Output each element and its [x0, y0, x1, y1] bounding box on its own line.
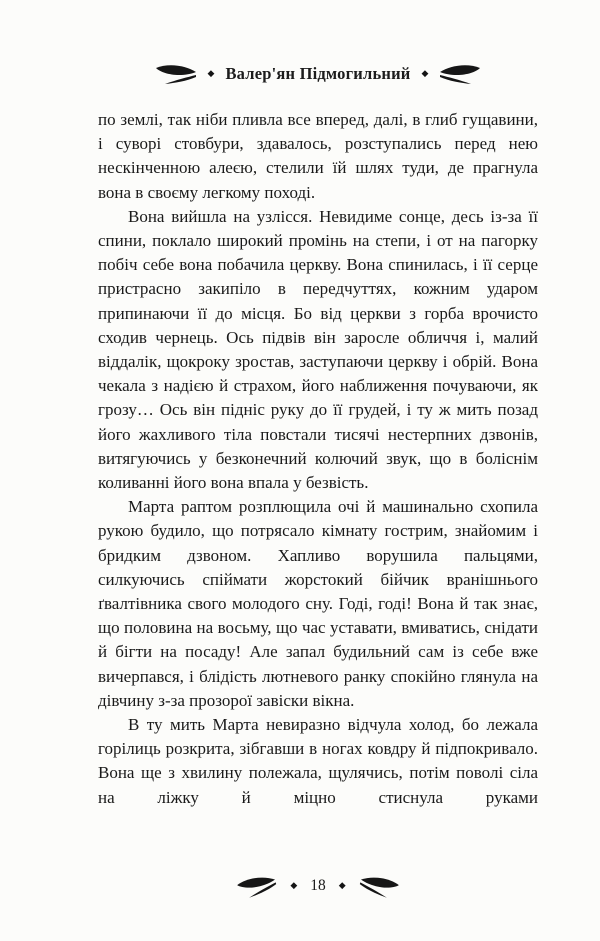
paragraph-3: Марта раптом розплющила очі й машинально схопила рукою будило, що потрясало кімнату гострим, знайомим і бридким дзвоном. Хапливо ворушила пальцями, силкуючись спіймати жорстокий бійчик вранішнього ґвалтівника свого молодого сну. Годі, годі! Вона й так знає, що половина на восьму, що час уставати, вмиватись, снідати й бігти на посаду! Але запал будильний сам із себе вже вичерпався, і блідість лютневого ранку спокійно глянула на дівчину з-за прозорої завіски вікна.	[98, 497, 538, 710]
laurel-leaf-icon	[357, 870, 401, 901]
page-body	[98, 108, 538, 810]
page-number: 18	[310, 877, 326, 894]
paragraph-2: Вона вийшла на узлісся. Невидиме сонце, десь із-за її спини, поклало широкий промінь на степи, і от на пагорку побіч себе вона побачила церкву. Вона спинилась, і її серце пристрасно закипіло в передчуттях, кожним ударом припинаючи її до місця. Бо від церкви з горба врочисто сходив чернець. Ось підвів він заросле обличчя і, малий віддалік, щокроку зростав, заступаючи церкву і обрій. Вона чекала з надією й страхом, його наближення почуваючи, як грозу… Ось він підніс руку до її грудей, і ту ж мить позад його жахливого тіла повстали тисячі нестерпних дзвонів, витягуючись у безконечний колючий звук, що в боліснім коливанні його вона впала у безвість.	[98, 206, 538, 493]
laurel-leaf-icon	[235, 870, 279, 901]
laurel-leaf-icon	[155, 64, 197, 84]
author-name: Валер'ян Підмогильний	[225, 64, 411, 83]
laurel-leaf-icon	[439, 64, 481, 84]
diamond-ornament-icon: ◆	[207, 67, 215, 78]
diamond-ornament-icon: ◆	[290, 879, 298, 890]
paragraph-1: по землі, так ніби пливла все вперед, далі, в глиб гущавини, і суворі стовбури, здавалось, розступались перед нею нескінченною алеєю, стелили їй шлях туди, де прагнула вона в своєму легкому поході.	[98, 110, 538, 202]
diamond-ornament-icon: ◆	[338, 879, 346, 890]
paragraph-4: В ту мить Марта невиразно відчула холод, бо лежала горілиць розкрита, зібгавши в ногах ковдру й підпокривало. Вона ще з хвилину полежала, щулячись, потім поволі сіла на ліжку й міцно стиснула руками	[98, 715, 538, 807]
page-footer	[98, 875, 538, 897]
diamond-ornament-icon: ◆	[421, 67, 429, 78]
page-header	[98, 64, 538, 84]
